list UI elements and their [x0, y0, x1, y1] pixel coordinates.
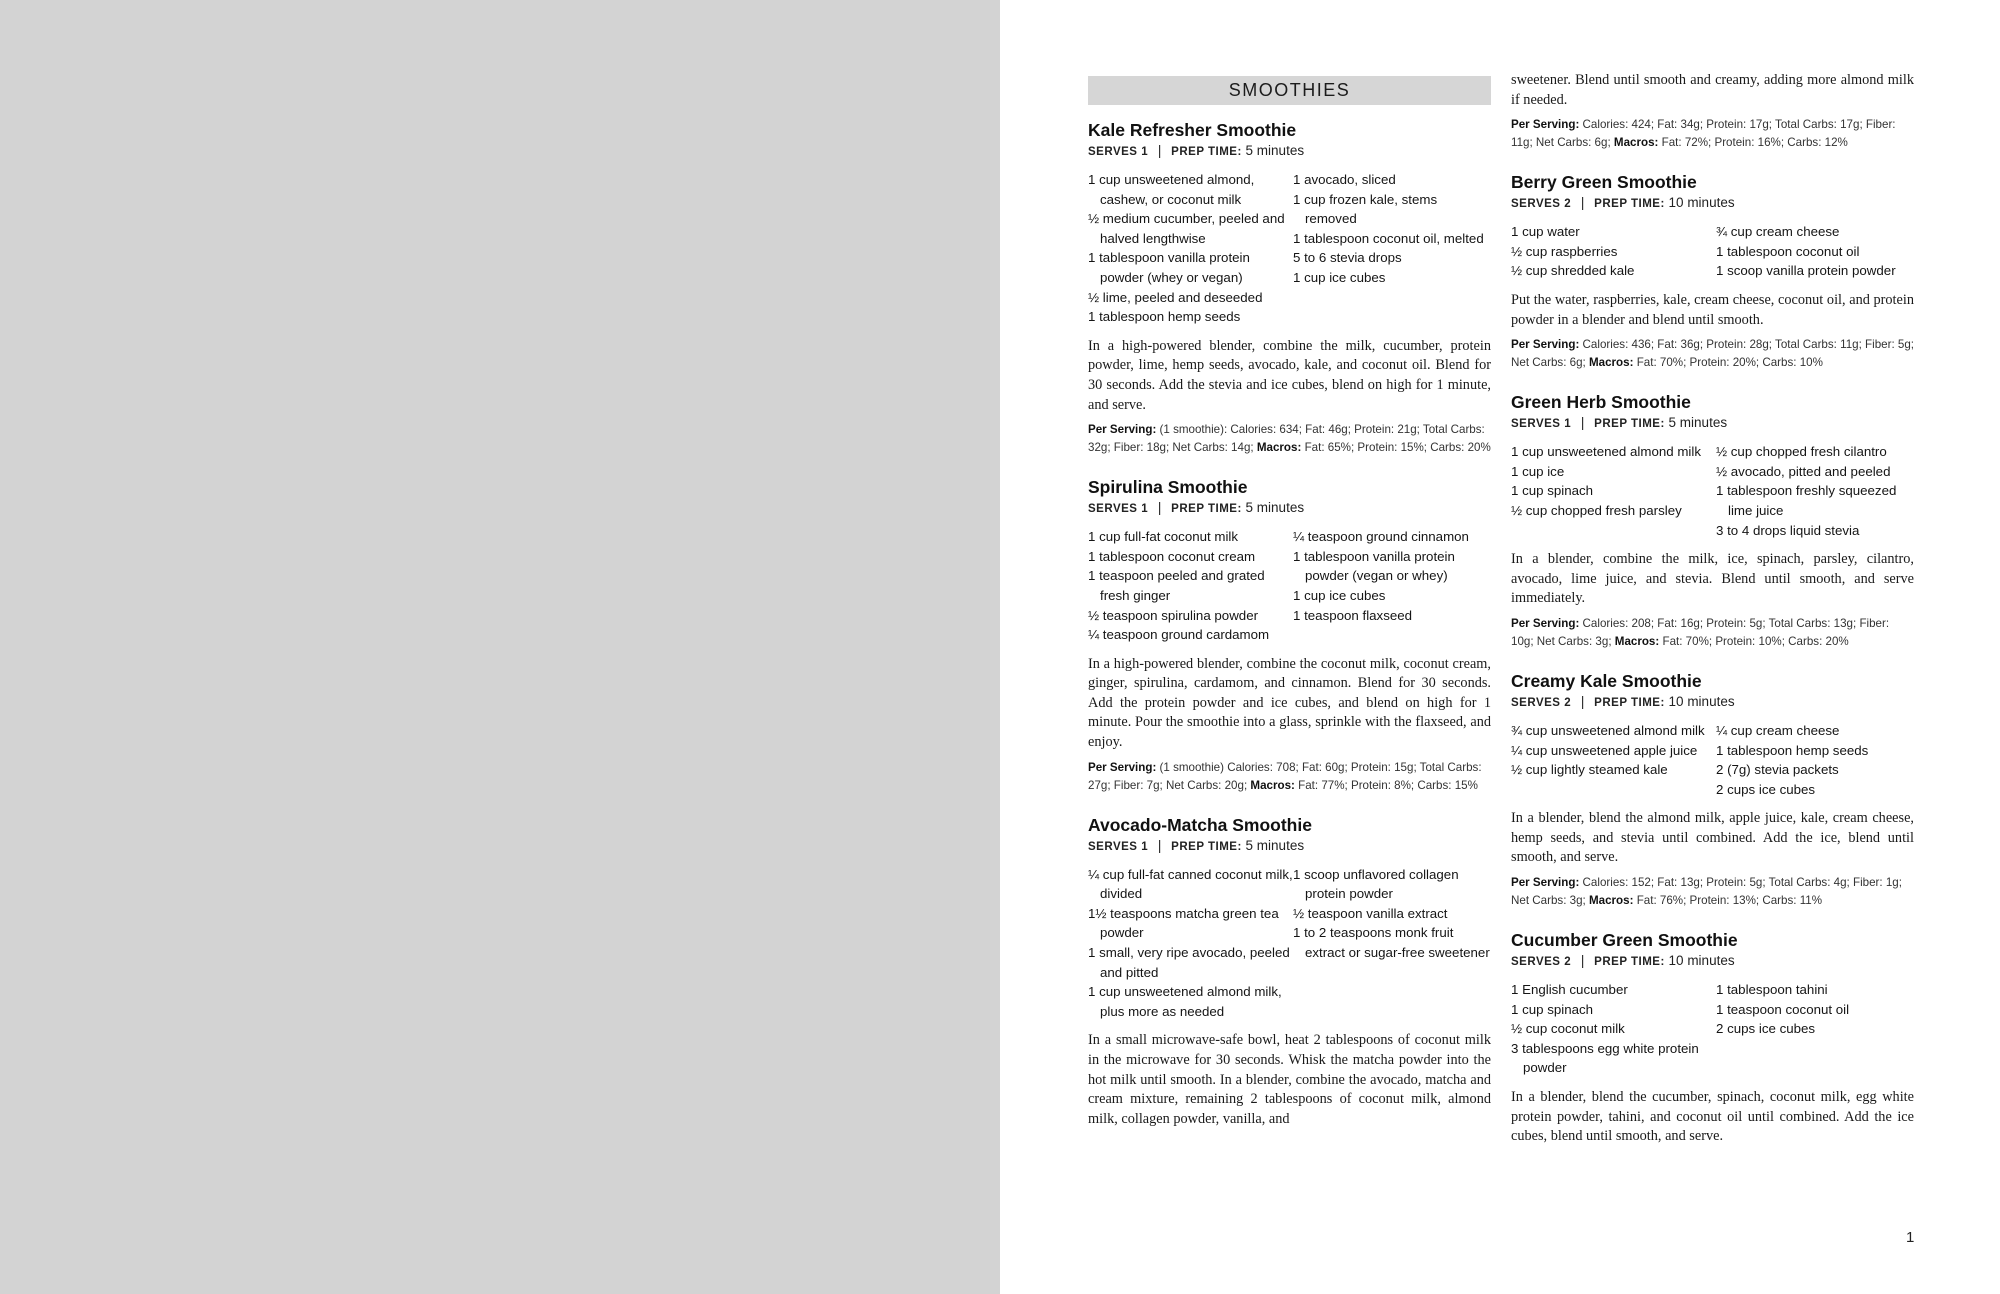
prep-time-label: PREP TIME:	[1594, 696, 1665, 709]
nutrition-values: (1 smoothie): Calories: 634; Fat: 46g; Protein: 21g; Total Carbs: 32g; Fiber: 18g; Net Carbs: 14g;	[1088, 423, 1485, 455]
ingredient: 1 avocado, sliced	[1293, 172, 1396, 187]
recipe-avocado-matcha	[1088, 814, 1491, 1130]
ingredient: ½ medium cucumber, peeled and halved lengthwise	[1088, 211, 1285, 246]
recipe-title: Kale Refresher Smoothie	[1088, 120, 1297, 140]
meta-separator: |	[1157, 143, 1162, 158]
prep-time-label: PREP TIME:	[1594, 418, 1665, 431]
ingredient: 1 cup spinach	[1511, 1001, 1594, 1017]
ingredient: 3 to 4 drops liquid stevia	[1716, 522, 1860, 538]
ingredient: 1 teaspoon flaxseed	[1293, 607, 1413, 623]
ingredient: 1 tablespoon coconut oil, melted	[1293, 230, 1484, 246]
serves-value: 1	[1564, 418, 1572, 431]
ingredient: ½ cup coconut milk	[1511, 1021, 1625, 1037]
recipe-green-herb	[1511, 391, 1914, 651]
ingredients-column-b	[1716, 442, 1914, 540]
macros-values: Fat: 70%; Protein: 20%; Carbs: 10%	[1636, 356, 1823, 370]
ingredient: 1 cup full-fat coconut milk	[1088, 529, 1239, 545]
ingredient: 1 cup ice cubes	[1293, 587, 1386, 603]
ingredient: 1 teaspoon peeled and grated fresh ginger	[1088, 568, 1265, 603]
serves-label: SERVES	[1511, 198, 1561, 211]
prep-time-label: PREP TIME:	[1594, 198, 1665, 211]
ingredient: 1 cup ice cubes	[1293, 269, 1386, 285]
meta-separator: |	[1580, 953, 1585, 969]
per-serving-label: Per Serving:	[1511, 338, 1580, 352]
prep-time-value: 5 minutes	[1245, 837, 1305, 853]
ingredient: ½ lime, peeled and deseeded	[1088, 289, 1263, 305]
ingredients	[1511, 442, 1914, 540]
recipe-meta	[1511, 951, 1914, 972]
ingredient: 1 teaspoon coconut oil	[1716, 1001, 1850, 1017]
recipe-avocado-matcha-continued	[1511, 71, 1914, 152]
prep-time-label: PREP TIME:	[1171, 146, 1242, 158]
ingredients	[1088, 170, 1491, 327]
ingredient: 1 cup spinach	[1511, 483, 1594, 499]
nutrition-values: Calories: 208; Fat: 16g; Protein: 5g; Total Carbs: 13g; Fiber: 10g; Net Carbs: 3g;	[1511, 616, 1890, 648]
ingredient: ¼ cup cream cheese	[1716, 722, 1840, 738]
recipe-meta	[1088, 836, 1491, 857]
ingredient: 1 tablespoon freshly squeezed lime juice	[1716, 483, 1897, 518]
serves-value: 2	[1564, 696, 1572, 709]
macros-label: Macros:	[1613, 136, 1659, 150]
ingredient: 1 tablespoon hemp seeds	[1716, 742, 1869, 758]
serves-label: SERVES	[1088, 503, 1138, 516]
prep-time-label: PREP TIME:	[1171, 840, 1242, 853]
ingredients-column-b	[1293, 865, 1491, 1022]
prep-time-value: 10 minutes	[1668, 195, 1735, 211]
ingredients	[1088, 527, 1491, 645]
serves-label: SERVES	[1088, 840, 1138, 853]
ingredient: 1 cup unsweetened almond milk, plus more as needed	[1088, 984, 1282, 1019]
ingredients	[1511, 222, 1914, 281]
ingredient: ½ cup raspberries	[1511, 243, 1618, 259]
ingredient: 1 cup water	[1511, 224, 1580, 240]
ingredient: ¾ cup cream cheese	[1716, 224, 1840, 240]
ingredients-column-b	[1716, 222, 1914, 281]
ingredient: 2 cups ice cubes	[1716, 1021, 1816, 1037]
ingredients-column-b	[1293, 170, 1491, 327]
ingredient: ¾ cup unsweetened almond milk	[1511, 722, 1705, 738]
per-serving-label: Per Serving:	[1088, 760, 1157, 774]
recipe-meta	[1511, 692, 1914, 713]
ingredients-column-a	[1088, 865, 1293, 1022]
ingredient: ½ cup chopped fresh cilantro	[1716, 444, 1887, 460]
ingredient: 3 tablespoons egg white protein powder	[1511, 1040, 1699, 1076]
recipe-meta	[1511, 193, 1914, 214]
recipe-title: Cucumber Green Smoothie	[1511, 930, 1738, 951]
per-serving-label: Per Serving:	[1511, 876, 1580, 890]
instructions: In a blender, blend the almond milk, apple juice, kale, cream cheese, hemp seeds, and stevia until combined. Add the ice, blend until smooth, and serve.	[1511, 810, 1914, 866]
ingredient: 2 (7g) stevia packets	[1716, 762, 1839, 778]
ingredient: 1 to 2 teaspoons monk fruit extract or sugar-free sweetener	[1293, 925, 1490, 961]
instructions: In a high-powered blender, combine the milk, cucumber, protein powder, lime, hemp seeds, avocado, kale, and coconut oil. Blend for 30 seconds. Add the stevia and ice cubes, blend on high for 1 minute, and serve.	[1088, 337, 1491, 413]
ingredient: 1 cup unsweetened almond milk	[1511, 444, 1701, 460]
nutrition-values: Calories: 424; Fat: 34g; Protein: 17g; Total Carbs: 17g; Fiber: 11g; Net Carbs: 6g;	[1511, 118, 1896, 150]
serves-label: SERVES	[1088, 146, 1138, 158]
ingredient: ½ cup shredded kale	[1511, 263, 1635, 279]
per-serving-label: Per Serving:	[1088, 423, 1157, 437]
recipe-title: Berry Green Smoothie	[1511, 172, 1697, 193]
macros-label: Macros:	[1588, 356, 1634, 370]
recipe-meta	[1088, 498, 1491, 519]
page-number: 1	[1906, 1229, 1915, 1246]
ingredient: ¼ cup full-fat canned coconut milk, divided	[1088, 866, 1293, 902]
ingredients	[1511, 980, 1914, 1078]
nutrition-info	[1511, 615, 1914, 651]
right-column	[1511, 71, 1914, 1166]
ingredients-column-a	[1088, 170, 1293, 327]
macros-values: Fat: 77%; Protein: 8%; Carbs: 15%	[1298, 778, 1478, 792]
instructions: Put the water, raspberries, kale, cream cheese, coconut oil, and protein powder in a blender and blend until smooth.	[1511, 291, 1914, 328]
ingredient: ¼ teaspoon ground cinnamon	[1293, 529, 1469, 545]
meta-separator: |	[1157, 500, 1162, 516]
meta-separator: |	[1580, 693, 1585, 709]
recipe-title: Avocado-Matcha Smoothie	[1088, 814, 1312, 835]
ingredient: 1 scoop vanilla protein powder	[1716, 263, 1896, 279]
recipe-meta	[1511, 413, 1914, 434]
ingredients-column-b	[1293, 527, 1491, 645]
ingredient: ½ cup lightly steamed kale	[1511, 762, 1668, 778]
recipe-title: Green Herb Smoothie	[1511, 392, 1691, 413]
nutrition-info	[1511, 116, 1914, 152]
recipe-title: Spirulina Smoothie	[1088, 477, 1248, 498]
serves-value: 1	[1141, 146, 1149, 158]
per-serving-label: Per Serving:	[1511, 118, 1580, 132]
recipe-kale-refresher	[1088, 119, 1491, 457]
nutrition-info	[1088, 421, 1491, 457]
ingredients-column-a	[1511, 721, 1716, 799]
nutrition-values: Calories: 152; Fat: 13g; Protein: 5g; Total Carbs: 4g; Fiber: 1g; Net Carbs: 3g;	[1511, 876, 1902, 908]
ingredient: 1 cup frozen kale, stems removed	[1293, 191, 1438, 227]
ingredient: 1 English cucumber	[1511, 982, 1628, 998]
ingredient: 1 tablespoon vanilla protein powder (whey or vegan)	[1088, 250, 1250, 285]
recipe-title: Creamy Kale Smoothie	[1511, 670, 1702, 691]
ingredient: ½ avocado, pitted and peeled	[1716, 463, 1891, 479]
prep-time-value: 10 minutes	[1668, 953, 1735, 969]
ingredient: 1 tablespoon tahini	[1716, 982, 1828, 998]
left-column	[1088, 76, 1491, 1148]
prep-time-value: 5 minutes	[1245, 500, 1305, 516]
instructions: In a blender, combine the milk, ice, spinach, parsley, cilantro, avocado, lime juice, and stevia. Blend until smooth, and serve immediately.	[1511, 551, 1914, 607]
ingredient: 1 tablespoon coconut oil	[1716, 243, 1860, 259]
ingredient: 5 to 6 stevia drops	[1293, 250, 1402, 266]
recipe-meta	[1088, 141, 1491, 162]
instructions: In a blender, blend the cucumber, spinach, coconut milk, egg white protein powder, tahini, and coconut oil until combined. Add the ice cubes, blend until smooth, and serve.	[1511, 1089, 1914, 1145]
ingredients-column-a	[1511, 442, 1716, 540]
serves-label: SERVES	[1511, 696, 1561, 709]
nutrition-info	[1511, 336, 1914, 372]
nutrition-info	[1088, 759, 1491, 795]
ingredients	[1088, 865, 1491, 1022]
prep-time-label: PREP TIME:	[1594, 956, 1665, 969]
nutrition-info	[1511, 874, 1914, 910]
macros-values: Fat: 76%; Protein: 13%; Carbs: 11%	[1636, 894, 1823, 908]
meta-separator: |	[1580, 415, 1585, 431]
instructions: In a high-powered blender, combine the coconut milk, coconut cream, ginger, spirulina, cardamom, and cinnamon. Blend for 30 seconds. Add the protein powder and ice cubes, and blend on high for 1 minute. Pour the smoothie into a glass, sprinkle with the flaxseed, and enjoy.	[1088, 655, 1491, 751]
ingredient: 1 scoop unflavored collagen protein powder	[1293, 866, 1459, 902]
prep-time-value: 5 minutes	[1668, 415, 1728, 431]
ingredient: ¼ teaspoon ground cardamom	[1088, 627, 1270, 643]
ingredients-column-b	[1716, 721, 1914, 799]
ingredients	[1511, 721, 1914, 799]
ingredient: ½ teaspoon vanilla extract	[1293, 905, 1448, 921]
ingredient: ½ teaspoon spirulina powder	[1088, 607, 1259, 623]
macros-label: Macros:	[1588, 894, 1634, 908]
ingredient: ¼ cup unsweetened apple juice	[1511, 742, 1698, 758]
ingredients-column-b	[1716, 980, 1914, 1078]
ingredients-column-a	[1511, 980, 1716, 1078]
serves-value: 1	[1141, 503, 1149, 516]
macros-label: Macros:	[1256, 441, 1302, 455]
section-title: SMOOTHIES	[1088, 76, 1491, 105]
ingredient: ½ cup chopped fresh parsley	[1511, 502, 1682, 518]
ingredient: 1 tablespoon vanilla protein powder (vegan or whey)	[1293, 548, 1455, 584]
per-serving-label: Per Serving:	[1511, 616, 1580, 630]
serves-label: SERVES	[1511, 956, 1561, 969]
ingredient: 1 cup unsweetened almond, cashew, or coconut milk	[1088, 172, 1255, 207]
nutrition-values: Calories: 436; Fat: 36g; Protein: 28g; Total Carbs: 11g; Fiber: 5g; Net Carbs: 6g;	[1511, 338, 1915, 370]
recipe-cucumber-green	[1511, 929, 1914, 1147]
instructions: In a small microwave-safe bowl, heat 2 tablespoons of coconut milk in the microwave for 30 seconds. Whisk the matcha powder into the hot milk until smooth. In a blender, combine the avocado, matcha and cream mixture, remaining 2 tablespoons of coconut milk, almond milk, collagen powder, vanilla, and	[1088, 1032, 1491, 1127]
nutrition-values: (1 smoothie) Calories: 708; Fat: 60g; Protein: 15g; Total Carbs: 27g; Fiber: 7g; Net Carbs: 20g;	[1088, 760, 1482, 792]
ingredient: 1 tablespoon hemp seeds	[1088, 309, 1241, 325]
ingredient: 2 cups ice cubes	[1716, 781, 1816, 797]
meta-separator: |	[1580, 195, 1585, 211]
serves-value: 2	[1564, 956, 1572, 969]
ingredients-column-a	[1511, 222, 1716, 281]
prep-time-value: 10 minutes	[1668, 693, 1735, 709]
serves-label: SERVES	[1511, 418, 1561, 431]
recipe-berry-green	[1511, 171, 1914, 372]
ingredients-column-a	[1088, 527, 1293, 645]
ingredient: 1 small, very ripe avocado, peeled and pitted	[1088, 945, 1290, 980]
serves-value: 1	[1141, 840, 1149, 853]
macros-values: Fat: 70%; Protein: 10%; Carbs: 20%	[1662, 634, 1849, 648]
macros-values: Fat: 65%; Protein: 15%; Carbs: 20%	[1304, 441, 1491, 455]
ingredient: 1 tablespoon coconut cream	[1088, 548, 1256, 564]
macros-values: Fat: 72%; Protein: 16%; Carbs: 12%	[1661, 136, 1848, 150]
prep-time-value: 5 minutes	[1245, 143, 1305, 158]
serves-value: 2	[1564, 198, 1572, 211]
macros-label: Macros:	[1614, 634, 1660, 648]
ingredient: 1 cup ice	[1511, 463, 1565, 479]
recipe-creamy-kale	[1511, 670, 1914, 910]
ingredient: 1½ teaspoons matcha green tea powder	[1088, 905, 1279, 941]
instructions-continued: sweetener. Blend until smooth and creamy, adding more almond milk if needed.	[1511, 72, 1914, 108]
recipe-spirulina	[1088, 476, 1491, 795]
prep-time-label: PREP TIME:	[1171, 503, 1242, 516]
meta-separator: |	[1157, 837, 1162, 853]
macros-label: Macros:	[1250, 778, 1295, 792]
